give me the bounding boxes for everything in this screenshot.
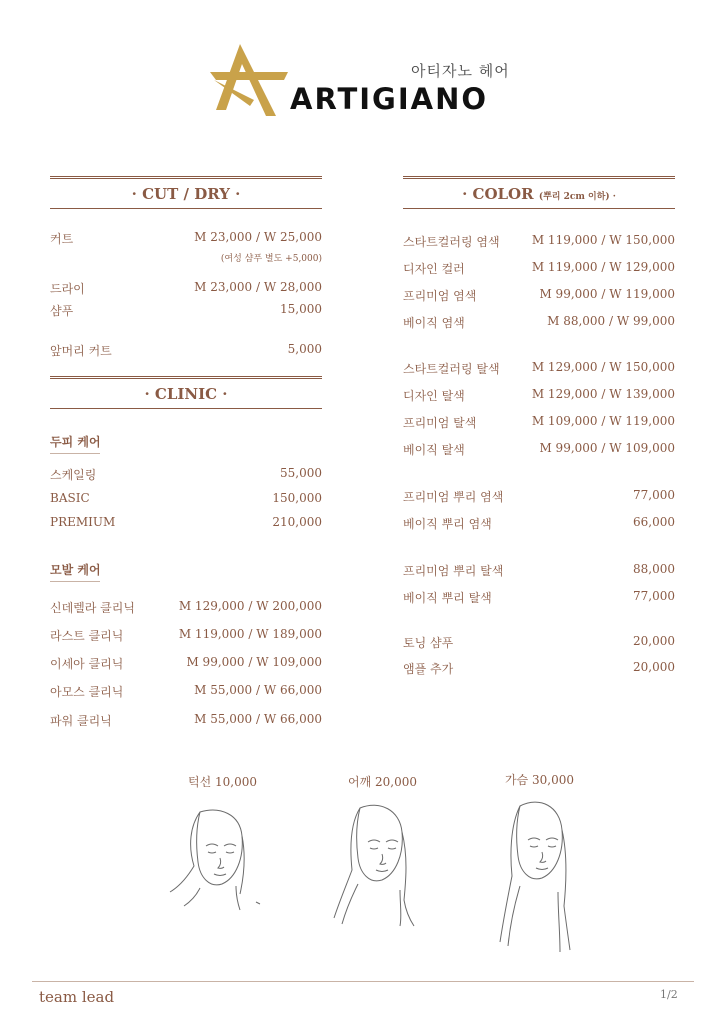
price-row [50, 599, 322, 617]
item-price: 210,000 [272, 515, 322, 529]
item-price: 55,000 [280, 466, 322, 480]
item-name: 앞머리 커트 [50, 344, 112, 358]
price-row [50, 342, 322, 360]
cut-title: · CUT / DRY · [131, 185, 241, 203]
item-price: 150,000 [272, 491, 322, 505]
cut-section [50, 176, 322, 366]
price-row [403, 360, 675, 378]
item-price: 5,000 [287, 342, 322, 356]
item-name: 베이직 뿌리 탈색 [403, 591, 492, 605]
item-name: 앰플 추가 [403, 662, 454, 676]
item-price: M 119,000 / W 189,000 [178, 627, 322, 641]
item-price: 20,000 [633, 634, 675, 648]
price-row [50, 491, 322, 509]
scalp-care-heading: 두피 케어 [50, 435, 101, 449]
page-number: 1/2 [660, 988, 678, 1001]
item-name: 베이직 염색 [403, 316, 465, 330]
item-name: 샴푸 [50, 304, 74, 318]
scalp-care-underline [50, 453, 100, 454]
clinic-section [50, 376, 322, 736]
price-row [403, 441, 675, 459]
item-price: M 23,000 / W 25,000 [194, 230, 322, 244]
item-price: M 129,000 / W 150,000 [531, 360, 675, 374]
item-name: PREMIUM [50, 515, 116, 529]
item-name: BASIC [50, 491, 90, 505]
item-name: 프리미엄 뿌리 탈색 [403, 564, 504, 578]
color-header-rule [403, 176, 675, 179]
item-price: M 99,000 / W 109,000 [186, 655, 322, 669]
price-row [403, 414, 675, 432]
length-option-label: 가슴 30,000 [505, 773, 574, 787]
item-name: 커트 [50, 232, 74, 246]
item-name: 스케일링 [50, 468, 97, 482]
item-name: 드라이 [50, 282, 85, 296]
price-row [403, 287, 675, 305]
item-name: 베이직 탈색 [403, 443, 465, 457]
price-row [50, 683, 322, 701]
footer-role: team lead [39, 988, 115, 1006]
color-title-rule [403, 208, 675, 209]
cut-header-rule [50, 176, 322, 179]
price-row [50, 230, 322, 248]
price-row [403, 562, 675, 580]
color-section [403, 176, 675, 686]
item-price: 88,000 [633, 562, 675, 576]
item-price: M 119,000 / W 129,000 [531, 260, 675, 274]
item-price: M 99,000 / W 109,000 [539, 441, 675, 455]
item-name: 프리미엄 탈색 [403, 416, 477, 430]
item-name: 스타트컬러링 염색 [403, 235, 500, 249]
price-row [403, 589, 675, 607]
item-price: M 119,000 / W 150,000 [531, 233, 675, 247]
item-price: M 55,000 / W 66,000 [194, 712, 322, 726]
item-price: M 55,000 / W 66,000 [194, 683, 322, 697]
item-price: 15,000 [280, 302, 322, 316]
item-name: 파워 클리닉 [50, 714, 112, 728]
item-price: M 88,000 / W 99,000 [547, 314, 675, 328]
item-price: 66,000 [633, 515, 675, 529]
footer-divider [32, 981, 694, 982]
item-price: M 109,000 / W 119,000 [531, 414, 675, 428]
color-title [403, 179, 675, 208]
price-row [403, 660, 675, 678]
item-name: 디자인 탈색 [403, 389, 465, 403]
brand-korean-name: 아티자노 헤어 [411, 62, 510, 80]
item-price: M 23,000 / W 28,000 [194, 280, 322, 294]
price-row [50, 466, 322, 484]
length-option-label: 어깨 20,000 [348, 775, 417, 789]
brand-logo [206, 38, 526, 122]
item-name: 프리미엄 뿌리 염색 [403, 490, 504, 504]
length-option-label: 턱선 10,000 [188, 775, 257, 789]
clinic-header-rule [50, 376, 322, 379]
item-price: 20,000 [633, 660, 675, 674]
price-row [50, 655, 322, 673]
price-note: (여성 샴푸 별도 +5,000) [220, 254, 322, 264]
clinic-title: · CLINIC · [144, 385, 228, 403]
star-logo-icon [206, 38, 290, 122]
cut-title-rule [50, 208, 322, 209]
chest-length-illustration [480, 796, 590, 956]
price-row [403, 233, 675, 251]
price-row [50, 302, 322, 320]
jawline-length-illustration [160, 806, 270, 914]
item-name: 신데렐라 클리닉 [50, 601, 135, 615]
price-row [50, 627, 322, 645]
price-row [50, 515, 322, 533]
item-name: 베이직 뿌리 염색 [403, 517, 492, 531]
color-title-main: · COLOR [462, 185, 534, 203]
brand-name: ARTIGIANO [290, 82, 489, 116]
hair-care-heading: 모발 케어 [50, 563, 101, 577]
item-name: 스타트컬러링 탈색 [403, 362, 500, 376]
price-row [403, 515, 675, 533]
hair-care-underline [50, 581, 100, 582]
item-name: 아모스 클리닉 [50, 685, 124, 699]
item-name: 토닝 샴푸 [403, 636, 454, 650]
item-price: M 129,000 / W 200,000 [178, 599, 322, 613]
item-price: M 99,000 / W 119,000 [539, 287, 675, 301]
item-name: 프리미엄 염색 [403, 289, 477, 303]
price-row [403, 488, 675, 506]
clinic-title-rule [50, 408, 322, 409]
price-row [403, 314, 675, 332]
item-name: 이세아 클리닉 [50, 657, 124, 671]
item-price: M 129,000 / W 139,000 [531, 387, 675, 401]
item-price: 77,000 [633, 488, 675, 502]
item-name: 라스트 클리닉 [50, 629, 124, 643]
price-row [50, 280, 322, 298]
price-row [50, 712, 322, 730]
price-row [403, 634, 675, 652]
price-row [403, 260, 675, 278]
item-price: 77,000 [633, 589, 675, 603]
item-name: 디자인 컬러 [403, 262, 465, 276]
price-row [403, 387, 675, 405]
shoulder-length-illustration [320, 800, 430, 930]
color-title-note: (뿌리 2cm 이하) · [538, 192, 616, 202]
